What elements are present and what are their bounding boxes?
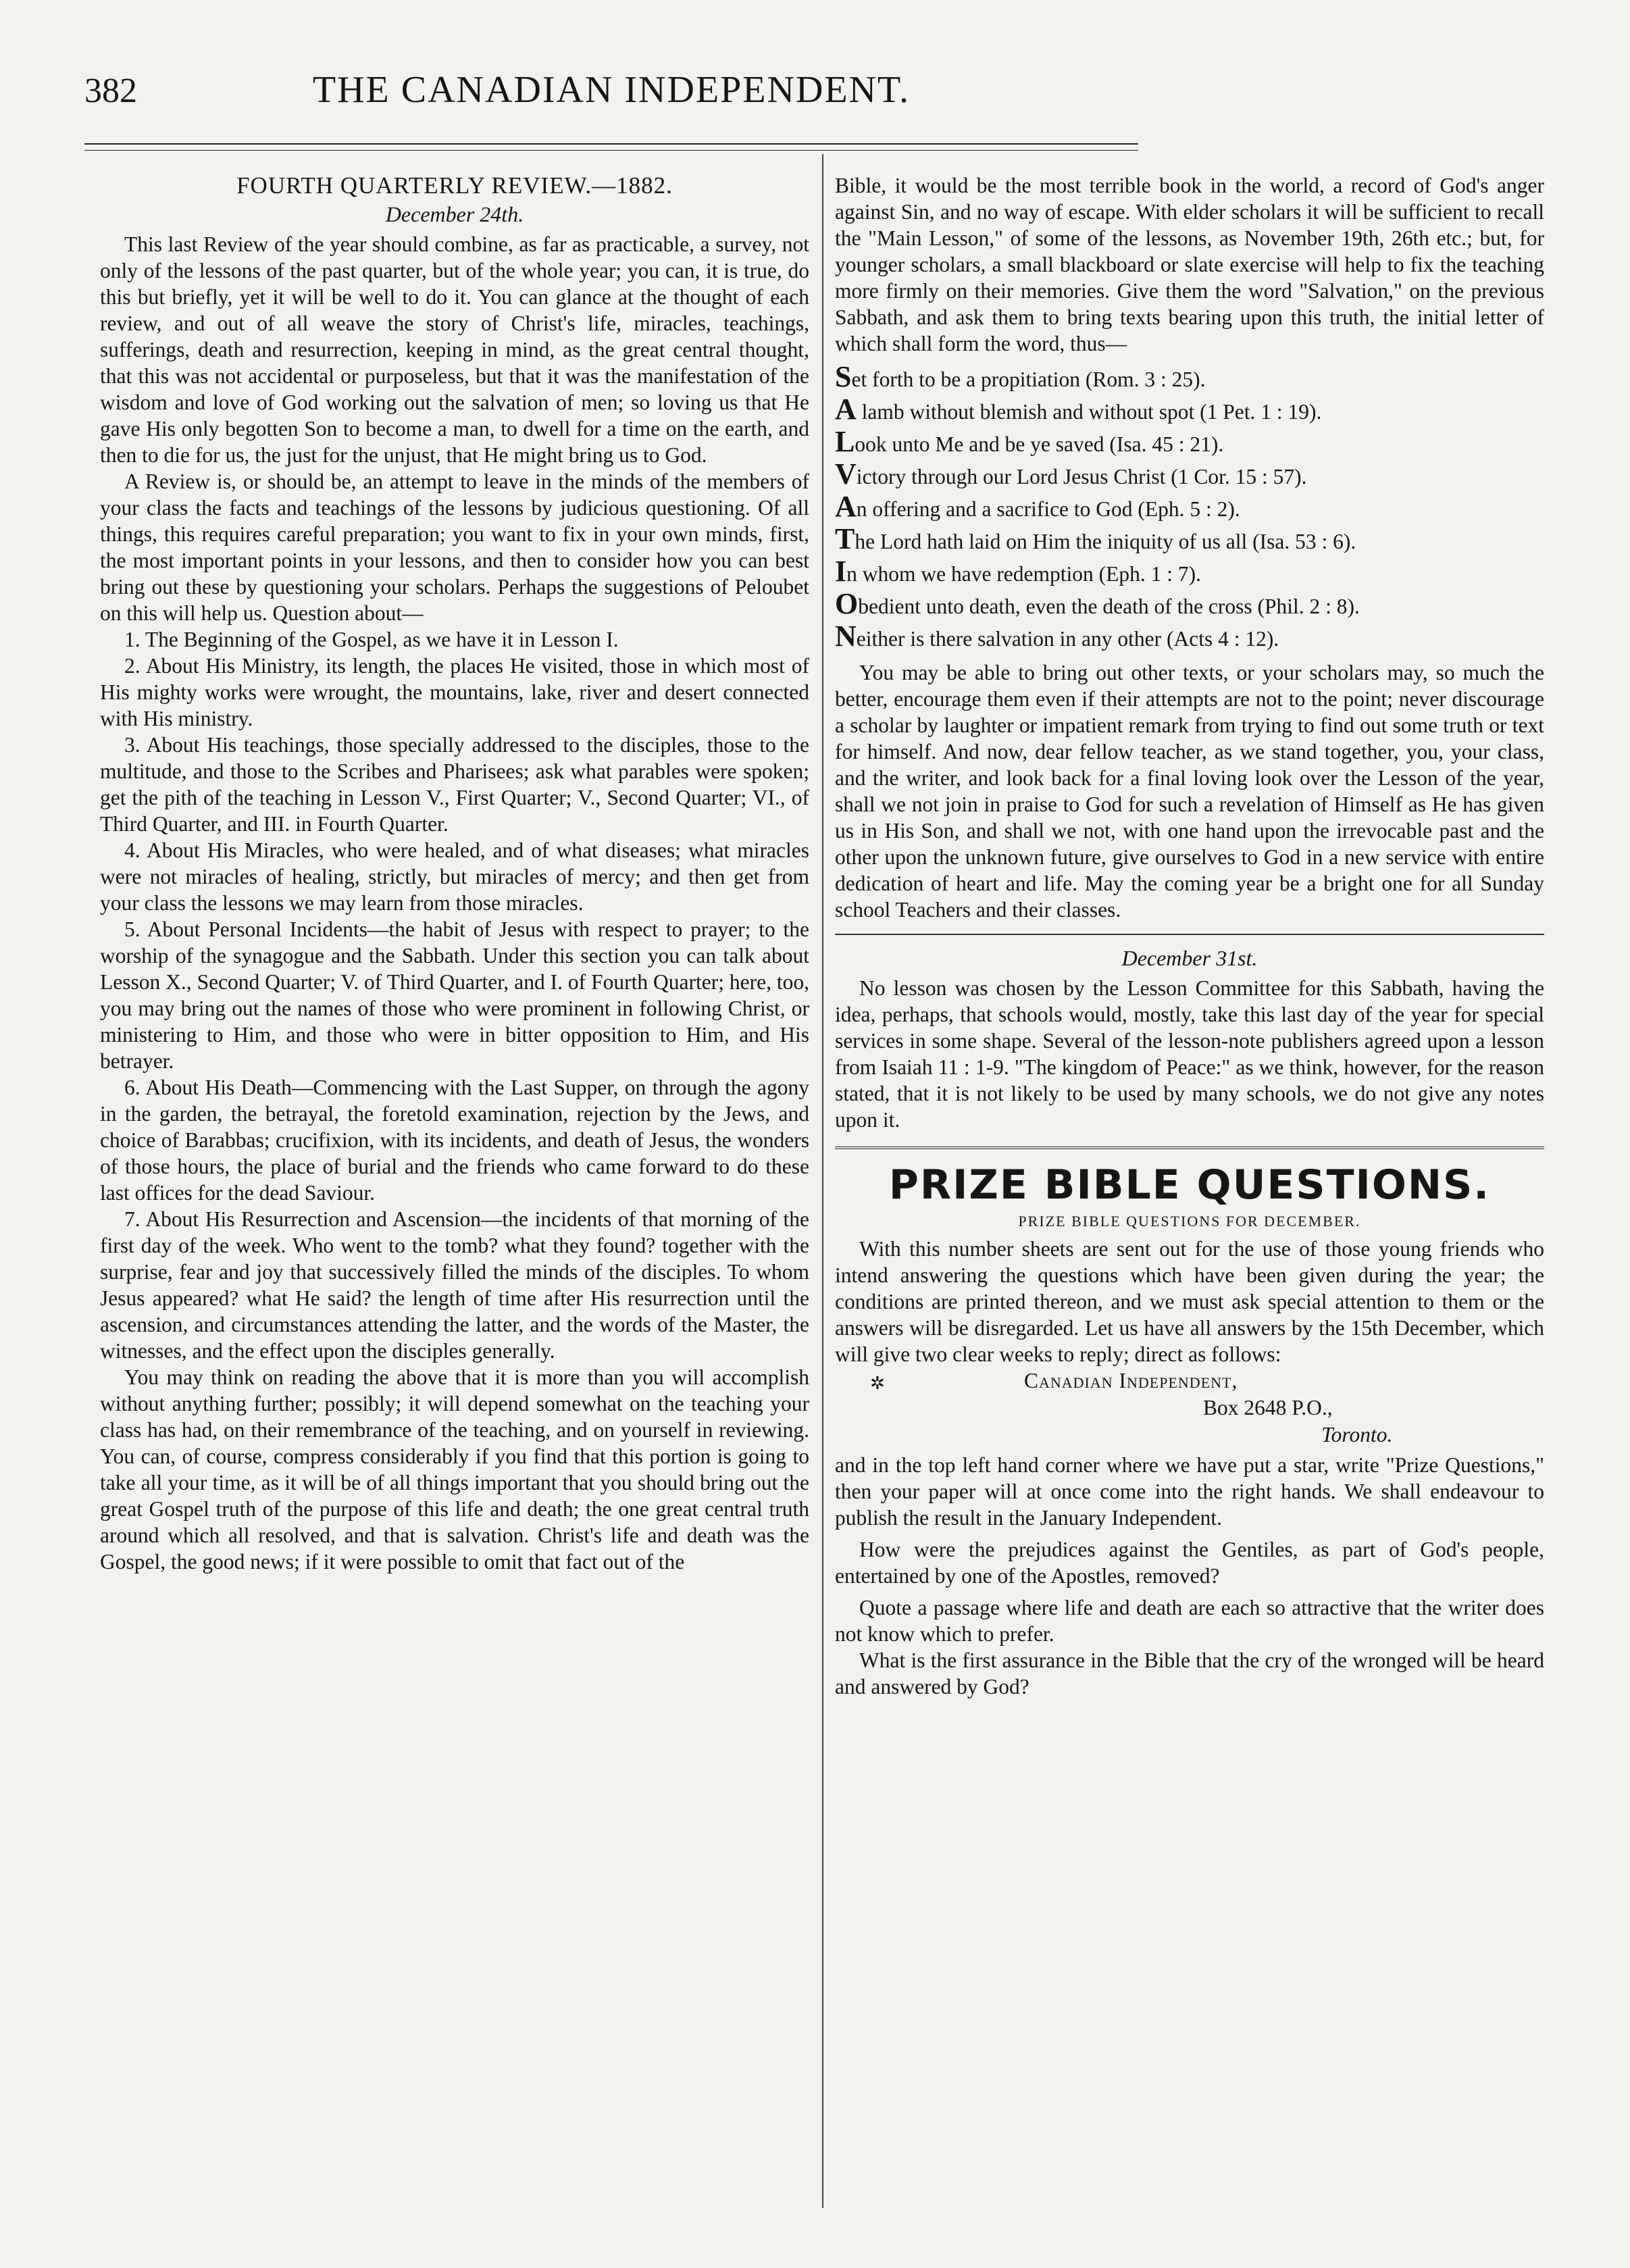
acrostic-line	[835, 492, 1544, 524]
acrostic-letter: N	[835, 620, 857, 653]
section-rule	[835, 934, 1544, 935]
question-item: 5. About Personal Incidents—the habit of Jesus with respect to prayer; to the worship of the synagogue and the Sabbath. Under this section you can talk about Lesson X., Second Quarter; V. of Third Quarter, and I. of Fourth Quarter; here, too, you may bring out the names of those who were prominent in following Christ, or ministering to Him, and those who were in bitter opposition to Him, and His betrayer.	[100, 917, 809, 1073]
question-item: 4. About His Miracles, who were healed, and of what diseases; what miracles were not miracles of healing, strictly, but miracles of mercy; and then get from your class the lessons we may learn from those miracles.	[100, 838, 809, 915]
acrostic-letter: A	[835, 393, 857, 426]
section-double-rule	[835, 1146, 1544, 1149]
header-rule	[84, 143, 1138, 145]
question-item: 2. About His Ministry, its length, the places He visited, those in which most of His mighty works were wrought, the mountains, lake, river and desert connected with His ministry.	[100, 654, 809, 730]
paragraph: With this number sheets are sent out for the use of those young friends who intend answering the questions which have been given during the year; the conditions are printed thereon, and we must ask special attention to them or the answers will be disregarded. Let us have all answers by the 15th December, which will give two clear weeks to reply; direct as follows:	[835, 1237, 1544, 1366]
question-item: 6. About His Death—Commencing with the Last Supper, on through the agony in the garden, the betrayal, the foretold examination, rejection by the Jews, and choice of Barabbas; crucifixion, with its incidents, and death of Jesus, the wonders of those hours, the place of burial and the friends who came forward to do these last offices for the dead Saviour.	[100, 1076, 809, 1205]
section-date: December 31st.	[1121, 946, 1258, 970]
acrostic-text: n whom we have redemption (Eph. 1 : 7).	[846, 562, 1201, 586]
acrostic-line	[835, 557, 1544, 589]
question-item: 3. About His teachings, those specially addressed to the disciples, those to the multitude, and those to the Scribes and Pharisees; ask what parables were spoken; get the pith of the teaching in Lesson V., First Quarter; V., Second Quarter; VI., of Third Quarter, and III. in Fourth Quarter.	[100, 733, 809, 836]
acrostic-line	[835, 622, 1544, 654]
acrostic-text: either is there salvation in any other (Acts 4 : 12).	[856, 627, 1279, 651]
acrostic-text: he Lord hath laid on Him the iniquity of us all (Isa. 53 : 6).	[855, 530, 1356, 553]
address-line: Toronto.	[1321, 1423, 1393, 1446]
prize-heading: PRIZE BIBLE QUESTIONS.	[888, 1161, 1491, 1209]
star-icon: ✲	[870, 1374, 885, 1393]
paragraph: This last Review of the year should combine, as far as practicable, a survey, not only of the lessons of the past quarter, but of the whole year; you can, it is true, do this but briefly, yet it will be well to do it. You can glance at the thought of each review, and out of all weave the story of Christ's life, miracles, teachings, sufferings, death and resurrection, keeping in mind, as the great central thought, that this was not accidental or purposeless, but that it was the manifestation of the wisdom and love of God working out the salvation of men; so loving us that He gave His only begotten Son to become a man, to dwell for a time on the earth, and then to die for us, the just for the unjust, that He might bring us to God.	[100, 232, 809, 467]
acrostic-letter: L	[835, 425, 855, 458]
prize-question: What is the first assurance in the Bible that the cry of the wronged will be heard and answered by God?	[835, 1648, 1544, 1698]
running-head	[84, 64, 1138, 125]
acrostic-text: et forth to be a propitiation (Rom. 3 : 25).	[851, 368, 1206, 391]
acrostic-line	[835, 524, 1544, 557]
paragraph: and in the top left hand corner where we have put a star, write "Prize Questions," then your paper will at once come into the right hands. We shall endeavour to publish the result in the January Independent.	[835, 1453, 1544, 1530]
acrostic-line	[835, 427, 1544, 459]
address-line: Box 2648 P.O.,	[1203, 1396, 1333, 1419]
prize-question: How were the prejudices against the Gentiles, as part of God's people, entertained by one of the Apostles, removed?	[835, 1538, 1544, 1588]
article-date: December 24th.	[385, 202, 524, 226]
left-column	[100, 172, 809, 1575]
article-title: FOURTH QUARTERLY REVIEW.—1882.	[236, 172, 673, 199]
address-line: Canadian Independent,	[1024, 1369, 1238, 1392]
acrostic-letter: T	[835, 522, 855, 555]
acrostic-text: n offering and a sacrifice to God (Eph. 5 : 2).	[856, 497, 1240, 521]
paragraph: You may think on reading the above that it is more than you will accomplish without anything further; possibly; it will depend somewhat on the teaching your class has had, on their remembrance of the teaching, and on yourself in reviewing. You can, of course, compress considerably if you find that this portion is going to take all your time, as it will be of all things important that you should bring out the great Gospel truth of the purpose of this life and death; the one great central truth around which all resolved, and that is salvation. Christ's life and death was the Gospel, the good news; if it were possible to omit that fact out of the	[100, 1365, 809, 1573]
right-column	[835, 172, 1544, 1700]
acrostic-text: ook unto Me and be ye saved (Isa. 45 : 21).	[855, 432, 1224, 456]
journal-title: THE CANADIAN INDEPENDENT.	[312, 69, 911, 111]
question-item: 1. The Beginning of the Gospel, as we have it in Lesson I.	[124, 628, 619, 651]
column-divider	[822, 154, 823, 2208]
acrostic-text: bedient unto death, even the death of the cross (Phil. 2 : 8).	[858, 595, 1360, 618]
prize-subheading: PRIZE BIBLE QUESTIONS FOR DECEMBER.	[1018, 1213, 1361, 1230]
postal-address	[835, 1367, 1544, 1452]
acrostic-line	[835, 589, 1544, 622]
acrostic-letter: O	[835, 587, 859, 620]
paragraph: You may be able to bring out other texts, or your scholars may, so much the better, encourage them even if their attempts are not to the point; never discourage a scholar by laughter or impatient remark from trying to find out some truth or text for himself. And now, dear fellow teacher, as we stand together, you, your class, and the writer, and look back for a final loving look over the Lesson of the year, shall we not join in praise to God for such a revelation of Himself as He has given us in His Son, and shall we not, with one hand upon the irrevocable past and the other upon the unknown future, give ourselves to God in a new service with entire dedication of heart and life. May the coming year be a bright one for all Sunday school Teachers and their classes.	[835, 661, 1544, 922]
acrostic-line	[835, 459, 1544, 492]
acrostic-text: ictory through our Lord Jesus Christ (1 Cor. 15 : 57).	[856, 465, 1307, 488]
page-number: 382	[84, 72, 137, 110]
acrostic-letter: I	[835, 555, 847, 588]
acrostic-letter: A	[835, 490, 857, 523]
paragraph: No lesson was chosen by the Lesson Committee for this Sabbath, having the idea, perhaps, that schools would, mostly, take this last day of the year for special services in some shape. Several of the lesson-note publishers agreed upon a lesson from Isaiah 11 : 1-9. "The kingdom of Peace:" as we think, however, for the reason stated, that it is not likely to be used by many schools, we do not give any notes upon it.	[835, 976, 1544, 1132]
paragraph: A Review is, or should be, an attempt to leave in the minds of the members of your class the facts and teachings of the lessons by judicious questioning. Of all things, this requires careful preparation; you want to fix in your own minds, first, the most important points in your lessons, and then to consider how you can best bring out these by questioning your scholars. Perhaps the suggestions of Peloubet on this will help us. Question about—	[100, 470, 809, 625]
acrostic-letter: S	[835, 360, 852, 393]
acrostic-letter: V	[835, 457, 857, 490]
acrostic-line	[835, 362, 1544, 395]
paragraph: Bible, it would be the most terrible book in the world, a record of God's anger against Sin, and no way of escape. With elder scholars it will be sufficient to recall the "Main Lesson," of some of the lessons, as November 19th, 26th etc.; but, for younger scholars, a small blackboard or slate exercise will help to fix the teaching more firmly on their memories. Give them the word "Salvation," on the previous Sabbath, and ask them to bring texts bearing upon this truth, the initial letter of which shall form the word, thus—	[835, 174, 1544, 355]
question-item: 7. About His Resurrection and Ascension—the incidents of that morning of the first day of the week. Who went to the tomb? what they found? together with the surprise, fear and joy that successively filled the minds of the disciples. To whom Jesus appeared? what He said? the length of time after His resurrection until the ascension, and circumstances attending the latter, and the words of the Master, the witnesses, and the effect upon the disciples generally.	[100, 1207, 809, 1363]
acrostic-line	[835, 395, 1544, 427]
acrostic-text: lamb without blemish and without spot (1 Pet. 1 : 19).	[856, 400, 1322, 424]
prize-question: Quote a passage where life and death are each so attractive that the writer does not know which to prefer.	[835, 1596, 1544, 1646]
header-rule-thin	[84, 150, 1138, 151]
